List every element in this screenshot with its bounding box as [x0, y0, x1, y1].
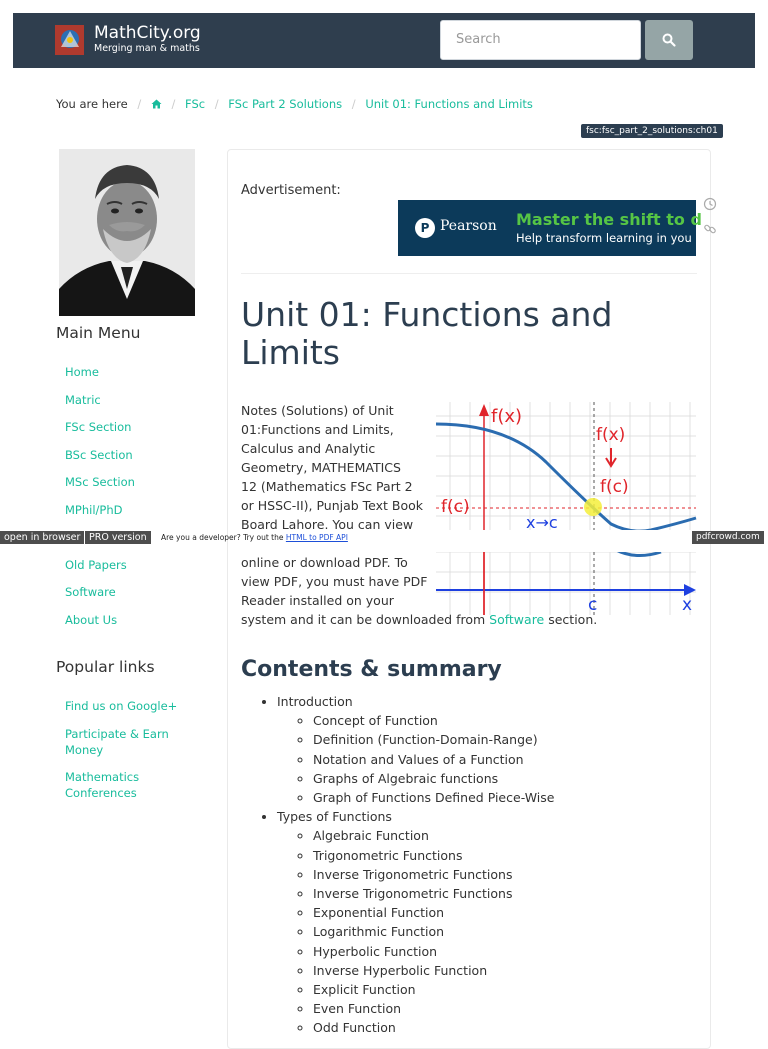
contents-subsection-link[interactable]: ◦ Notation and Values of a Function	[313, 750, 554, 769]
pearson-logo-icon: P	[415, 218, 435, 238]
mathematician-portrait	[59, 149, 195, 316]
intro-line: view PDF, you must have PDF	[241, 574, 428, 589]
breadcrumb	[56, 96, 533, 113]
contents-subsection-link[interactable]: ◦ Logarithmic Function	[313, 922, 554, 941]
menu-item-software[interactable]: Software	[65, 585, 116, 599]
menu-item-fsc[interactable]: FSc Section	[65, 420, 132, 434]
site-logo[interactable]	[55, 25, 84, 55]
menu-item-mphil[interactable]: MPhil/PhD	[65, 502, 123, 517]
contents-section	[277, 807, 554, 1037]
contents-subsection-link[interactable]: ◦ Odd Function	[313, 1018, 554, 1037]
ad-headline: Master the shift to d	[516, 210, 702, 229]
menu-item-matric[interactable]: Matric	[65, 392, 101, 407]
graph-label-fx-axis: f(x)	[491, 406, 523, 427]
link-icon[interactable]	[702, 222, 718, 238]
contents-section-link[interactable]: Introduction	[277, 694, 353, 709]
breadcrumb-fsc[interactable]: FSc	[185, 97, 206, 111]
software-link[interactable]: Software	[489, 612, 545, 627]
intro-line: Geometry, MATHEMATICS	[241, 460, 401, 475]
main-menu-heading: Main Menu	[56, 324, 141, 342]
breadcrumb-separator: /	[214, 97, 219, 111]
contents-heading: Contents & summary	[241, 657, 502, 682]
breadcrumb-separator: /	[137, 97, 142, 111]
ad-subline: Help transform learning in you	[516, 231, 692, 245]
popular-links	[65, 698, 177, 801]
advertisement-label: Advertisement:	[241, 183, 341, 198]
contents-subsection-link[interactable]: ◦ Definition (Function-Domain-Range)	[313, 730, 554, 749]
intro-line: Board Lahore. You can view	[241, 517, 414, 532]
history-icon[interactable]	[702, 197, 718, 213]
graph-label-x: x	[682, 595, 693, 615]
contents-subsection-link[interactable]: ◦ Inverse Trigonometric Functions	[313, 884, 554, 903]
contents-subsection-link[interactable]: ◦ Hyperbolic Function	[313, 942, 554, 961]
graph-label-c: c	[588, 595, 598, 615]
popular-link-participate[interactable]: Participate & Earn	[65, 726, 169, 741]
main-menu	[65, 364, 135, 628]
menu-item-bsc[interactable]: BSc Section	[65, 447, 133, 462]
intro-line: online or download PDF. To	[241, 555, 408, 570]
contents-section-link[interactable]: Types of Functions	[277, 809, 392, 825]
intro-text: section.	[544, 612, 598, 627]
menu-item-home[interactable]: Home	[65, 365, 99, 379]
breadcrumb-separator: /	[351, 97, 356, 111]
contents-subsection-link[interactable]: ◦ Inverse Hyperbolic Function	[313, 961, 554, 980]
menu-item-about[interactable]: About Us	[65, 612, 118, 627]
breadcrumb-separator: /	[171, 97, 176, 111]
popular-link-conferences[interactable]: Mathematics	[65, 770, 140, 784]
site-name[interactable]: MathCity.org	[94, 23, 201, 43]
popular-link-conferences-cont[interactable]: Conferences	[65, 786, 137, 800]
contents-subsection-link[interactable]: ◦ Graphs of Algebraic functions	[313, 769, 554, 788]
breadcrumb-current[interactable]: Unit 01: Functions and Limits	[365, 97, 533, 111]
page-title: Unit 01: Functions and Limits	[241, 295, 613, 372]
breadcrumb-lead: You are here	[56, 97, 128, 111]
open-in-browser-button[interactable]: open in browser	[0, 531, 84, 544]
intro-line: 01:Functions and Limits,	[241, 422, 394, 437]
site-tagline: Merging man & maths	[94, 43, 200, 54]
contents-subsection-link[interactable]: ◦ Explicit Function	[313, 980, 554, 999]
logo-icon	[55, 25, 84, 55]
pro-version-button[interactable]: PRO version	[85, 531, 151, 544]
contents-list	[277, 692, 554, 1038]
popular-links-heading: Popular links	[56, 658, 155, 676]
intro-line: Reader installed on your	[241, 593, 394, 608]
function-limit-graph	[436, 402, 696, 615]
graph-label-x-to-c: x→c	[526, 513, 558, 532]
html-to-pdf-link[interactable]: HTML to PDF API	[285, 533, 348, 542]
pdfcrowd-bar	[0, 531, 768, 544]
graph-label-fx: f(x)	[596, 425, 626, 445]
pdfcrowd-link[interactable]: pdfcrowd.com	[692, 531, 764, 544]
contents-subsection-link[interactable]: ◦ Graph of Functions Defined Piece-Wise	[313, 788, 554, 807]
site-header	[13, 13, 755, 68]
popular-link-participate-cont[interactable]: Money	[65, 742, 104, 757]
contents-subsection-link[interactable]: ◦ Inverse Trigonometric Functions	[313, 865, 554, 884]
search-button[interactable]	[645, 20, 693, 60]
home-icon[interactable]	[151, 97, 162, 113]
graph-label-fc-left: f(c)	[441, 497, 470, 517]
popular-link-google[interactable]: Find us on Google+	[65, 699, 178, 713]
contents-subsection-link[interactable]: ◦ Algebraic Function	[313, 826, 554, 845]
menu-item-old-papers[interactable]: Old Papers	[65, 557, 127, 572]
advertisement-banner[interactable]	[398, 200, 702, 256]
ad-brand: Pearson	[440, 218, 497, 234]
intro-text: system and it can be downloaded from	[241, 612, 490, 627]
contents-subsection-link[interactable]: ◦ Trigonometric Functions	[313, 846, 554, 865]
contents-section	[277, 692, 554, 807]
intro-line: or HSSC-II), Punjab Text Book	[241, 498, 424, 513]
contents-subsection-list	[313, 826, 554, 1037]
intro-line: Calculus and Analytic	[241, 441, 376, 456]
intro-line: Notes (Solutions) of Unit	[241, 403, 394, 418]
contents-subsection-link[interactable]: ◦ Concept of Function	[313, 711, 554, 730]
contents-subsection-link[interactable]: ◦ Even Function	[313, 999, 554, 1018]
page-id-badge: fsc:fsc_part_2_solutions:ch01	[581, 124, 723, 138]
search-icon	[662, 33, 676, 47]
graph-label-fc-right: f(c)	[600, 477, 629, 497]
content-divider	[241, 273, 697, 274]
intro-line: 12 (Mathematics FSc Part 2	[241, 479, 413, 494]
search-input[interactable]: Search	[440, 20, 641, 60]
breadcrumb-fsc-part-2[interactable]: FSc Part 2 Solutions	[228, 97, 343, 111]
pdfcrowd-promo-text: Are you a developer? Try out the	[161, 533, 286, 542]
menu-item-msc[interactable]: MSc Section	[65, 475, 135, 489]
contents-subsection-list	[313, 711, 554, 807]
pdfcrowd-promo	[161, 531, 348, 544]
contents-subsection-link[interactable]: ◦ Exponential Function	[313, 903, 554, 922]
